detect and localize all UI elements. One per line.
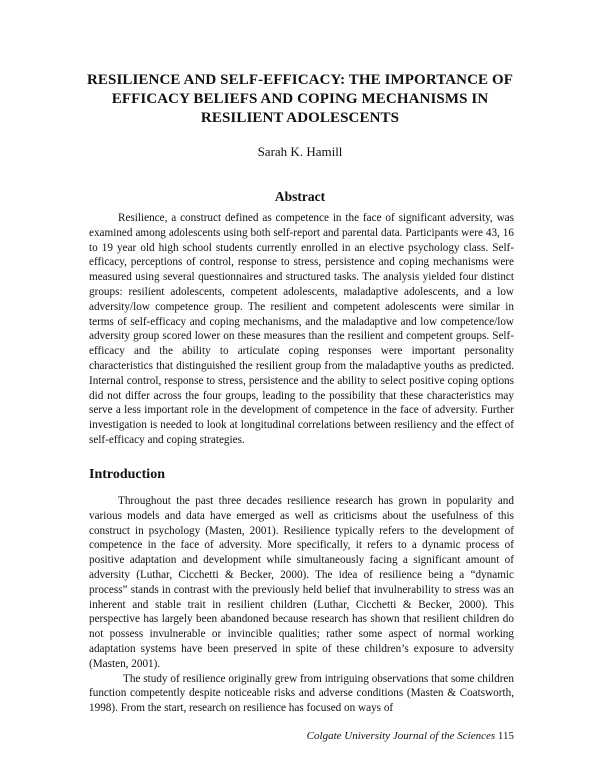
- abstract-paragraph: Resilience, a construct defined as competence in the face of significant adversity, was examined among adolescents using both self-report and parental data. Participants were 43, 16 to 19 year old high school students currently enrolled in an elective psychology class. Self-efficacy, perceptions of control, response to stress, persistence and coping mechanisms were measured using several questionnaires and structured tasks. The analysis yielded four distinct groups: resilient adolescents, competent adolescents, maladaptive adolescents, and a low adversity/low competence group. The resilient and competent adolescents were similar in terms of self-efficacy and coping mechanisms, and the maladaptive and low competence/low adversity group scored lower on these measures than the resilient and competent groups. Self-efficacy and the ability to articulate coping responses were important personality characteristics that distinguished the resilient group from the maladaptive youths as predicted. Internal control, response to stress, persistence and the ability to select positive coping options did not differ across the four groups, leading to the possibility that these characteristics may serve a less important role in the development of competence in the face of adversity. Further investigation is needed to look at longitudinal correlations between resiliency and the effect of self-efficacy and coping strategies.: [89, 212, 514, 446]
- page-footer: [307, 729, 514, 743]
- author-name: Sarah K. Hamill: [257, 144, 343, 159]
- introduction-paragraph-2: The study of resilience originally grew from intriguing observations that some children function competently despite noticeable risks and adverse conditions (Masten & Coatsworth, 1998). From the start, research on resilience has focused on ways of: [89, 672, 514, 715]
- introduction-heading: Introduction: [89, 467, 165, 482]
- journal-name: Colgate University Journal of the Sciences: [306, 730, 496, 742]
- introduction-paragraph-1: Throughout the past three decades resilience research has grown in popularity and various models and data have emerged as well as criticisms about the usefulness of this construct in psychology (Masten, 2001). Resilience typically refers to the development of competence in the face of adversity. More specifically, it refers to a dynamic process of positive adaptation and development while simultaneously facing a significant amount of adversity (Luthar, Cicchetti & Becker, 2000). The idea of resilience being a “dynamic process” stands in contrast with the previously held belief that invulnerability to stress was an inherent and stable trait in resilient children (Luthar, Cicchetti & Becker, 2000). This perspective has largely been abandoned because research has shown that resilient children do not possess invulnerable or invincible qualities; rather some aspect of normal working adaptation systems have been preserved in spite of these children’s exposure to adversity (Masten, 2001).: [89, 495, 514, 670]
- introduction-body: [89, 494, 514, 716]
- abstract-heading: Abstract: [274, 189, 326, 204]
- paper-title: RESILIENCE AND SELF-EFFICACY: THE IMPORTANCE OF EFFICACY BELIEFS AND COPING MECHANISMS IN RESILIENT ADOLESCENTS: [86, 72, 514, 126]
- page-number: 115: [497, 730, 514, 742]
- abstract-body: [89, 211, 514, 448]
